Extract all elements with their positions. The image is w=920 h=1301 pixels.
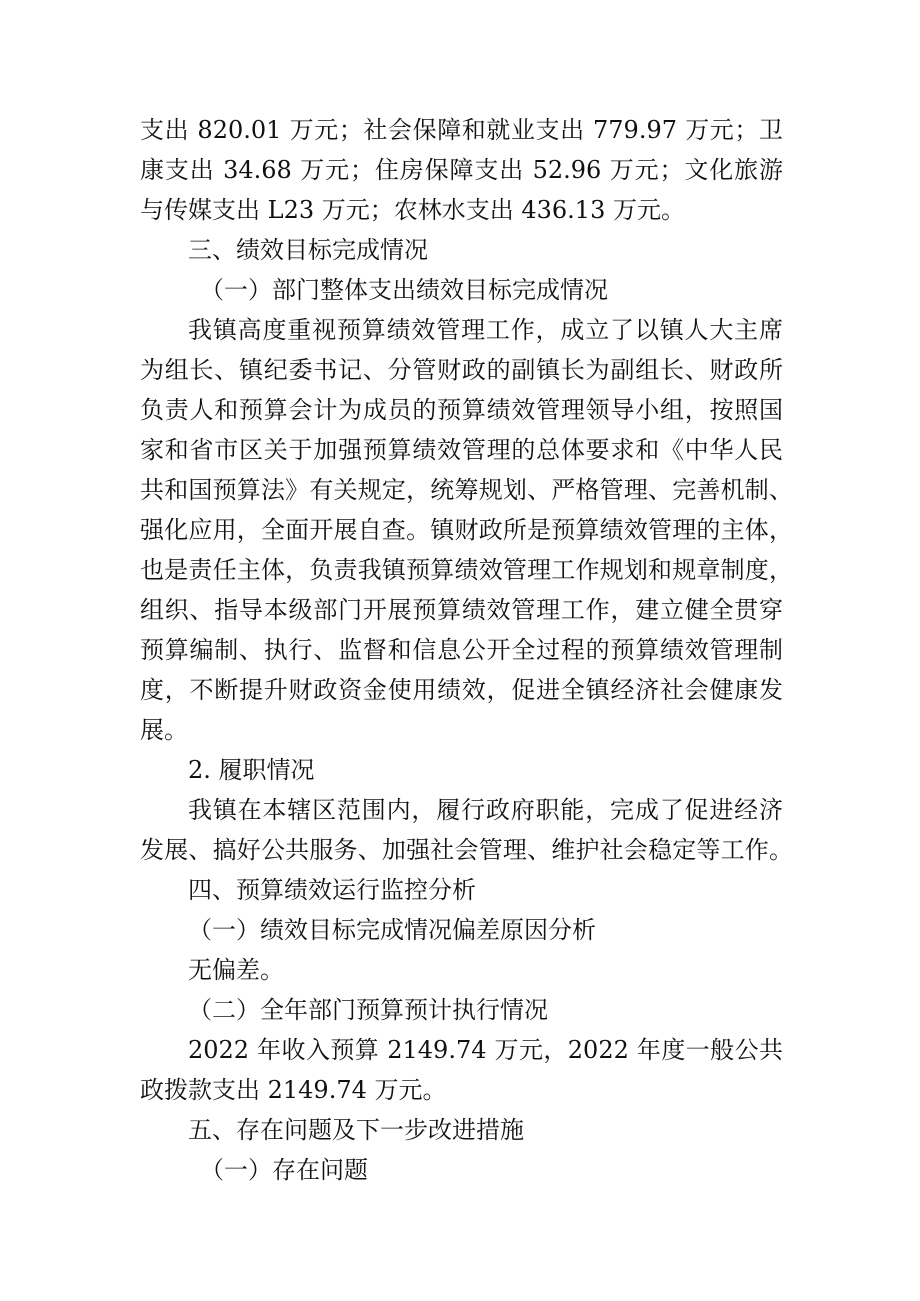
body-text-line: 为组长、镇纪委书记、分管财政的副镇长为副组长、财政所	[140, 356, 783, 384]
subsection-heading: （一）绩效目标完成情况偏差原因分析	[188, 916, 596, 944]
body-text-line: 我镇在本辖区范围内，履行政府职能，完成了促进经济	[188, 796, 783, 824]
section-heading-5: 五、存在问题及下一步改进措施	[188, 1116, 524, 1144]
body-text-line: 家和省市区关于加强预算绩效管理的总体要求和《中华人民	[140, 436, 783, 464]
subsection-heading: （一）部门整体支出绩效目标完成情况	[200, 276, 608, 304]
body-text-line: 发展、搞好公共服务、加强社会管理、维护社会稳定等工作。	[140, 836, 793, 864]
body-text-line: 我镇高度重视预算绩效管理工作，成立了以镇人大主席	[188, 316, 783, 344]
body-text-line: 度，不断提升财政资金使用绩效，促进全镇经济社会健康发	[140, 676, 783, 704]
body-text-line: 强化应用，全面开展自查。镇财政所是预算绩效管理的主体，	[140, 516, 793, 544]
body-text-line: 支出 820.01 万元；社会保障和就业支出 779.97 万元；卫	[140, 116, 783, 144]
body-text-line: 政拨款支出 2149.74 万元。	[140, 1076, 447, 1104]
section-heading-4: 四、预算绩效运行监控分析	[188, 876, 476, 904]
body-text-line: 组织、指导本级部门开展预算绩效管理工作，建立健全贯穿	[140, 596, 783, 624]
body-text-line: 2022 年收入预算 2149.74 万元，2022 年度一般公共	[188, 1036, 783, 1064]
body-text-line: 无偏差。	[188, 956, 284, 984]
body-text-line: 也是责任主体，负责我镇预算绩效管理工作规划和规章制度，	[140, 556, 793, 584]
section-heading-3: 三、绩效目标完成情况	[188, 236, 428, 264]
subsection-heading: （二）全年部门预算预计执行情况	[188, 996, 548, 1024]
body-text-line: 共和国预算法》有关规定，统筹规划、严格管理、完善机制、	[140, 476, 793, 504]
body-text-line: 与传媒支出 L23 万元；农林水支出 436.13 万元。	[140, 196, 685, 224]
body-text-line: 展。	[140, 716, 188, 744]
body-text-line: 预算编制、执行、监督和信息公开全过程的预算绩效管理制	[140, 636, 783, 664]
body-text-line: 负责人和预算会计为成员的预算绩效管理领导小组，按照国	[140, 396, 783, 424]
subsection-heading: （一）存在问题	[200, 1156, 368, 1184]
subsection-heading: 2. 履职情况	[188, 756, 315, 784]
body-text-line: 康支出 34.68 万元；住房保障支出 52.96 万元；文化旅游	[140, 156, 783, 184]
